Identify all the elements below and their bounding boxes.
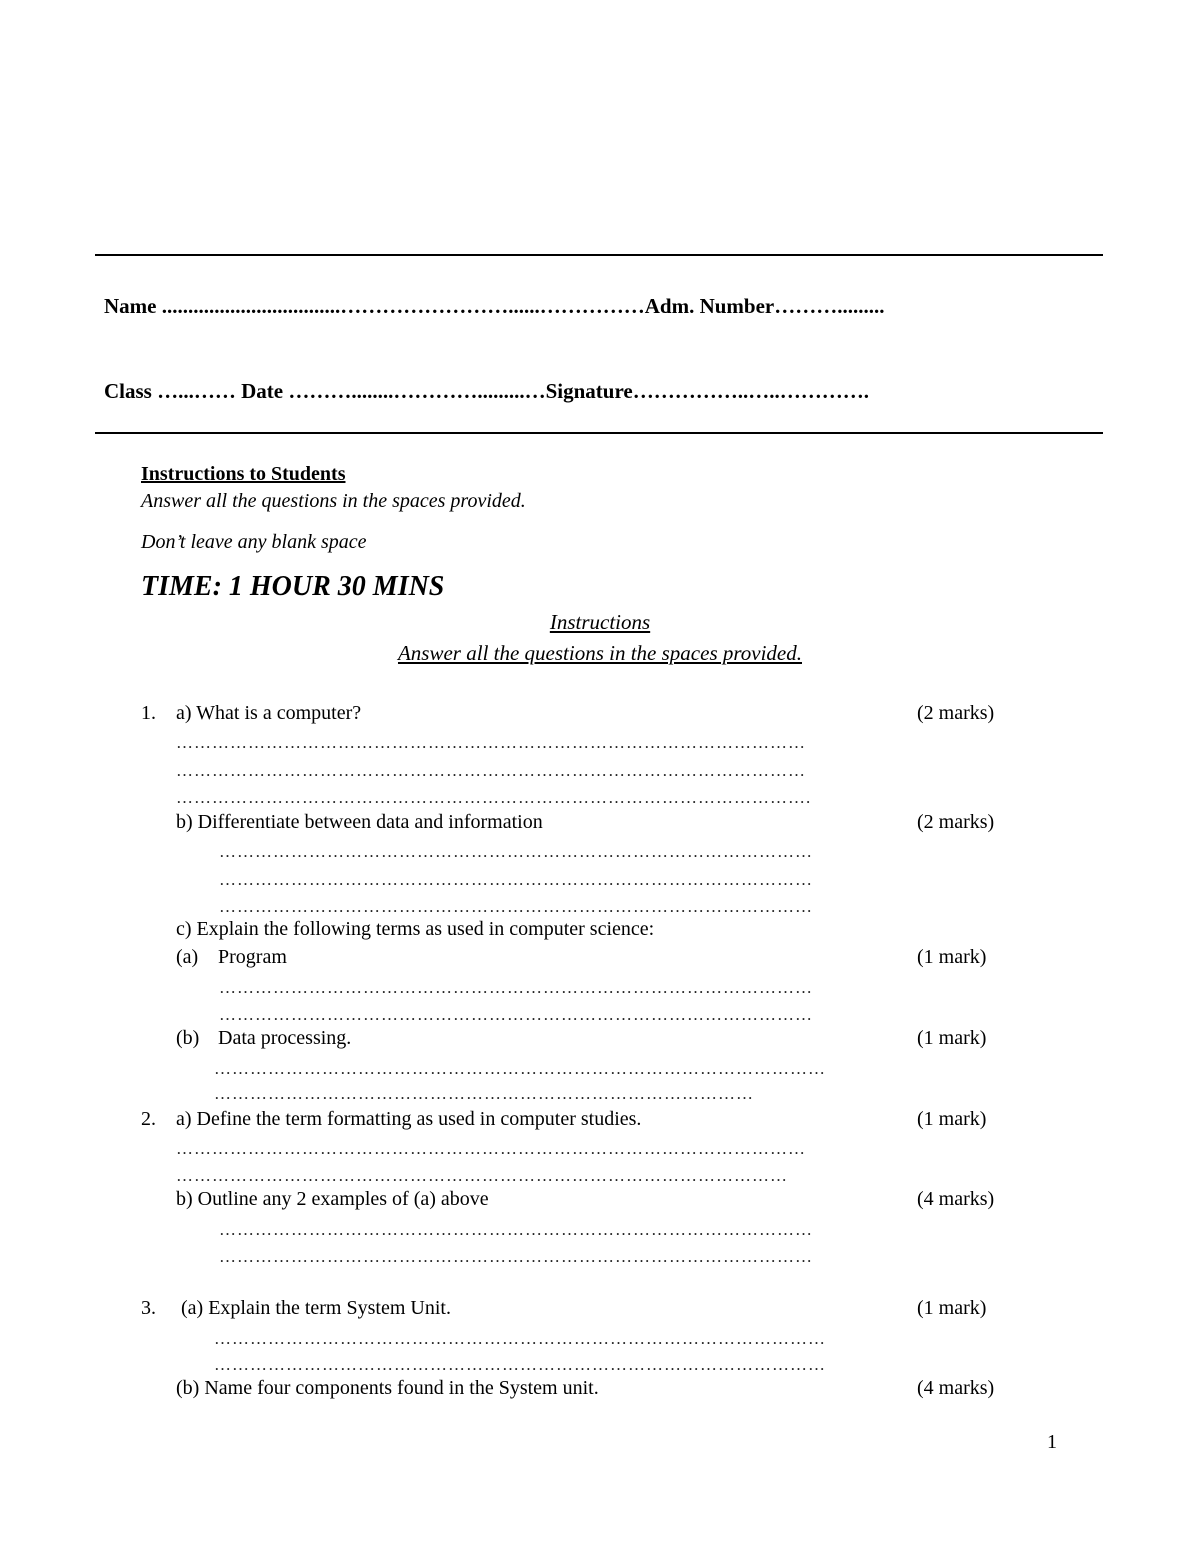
marks-1c-a: (1 mark) <box>917 946 987 968</box>
question-1c: c) Explain the following terms as used in computer science: <box>176 918 655 940</box>
answer-line[interactable]: ……………………………………………………………………………………… <box>219 978 813 997</box>
sub-label-a: (a) <box>176 946 199 968</box>
question-2b: b) Outline any 2 examples of (a) above <box>176 1188 489 1210</box>
center-instructions-subtext: Answer all the questions in the spaces provided. <box>397 641 802 665</box>
marks-1b: (2 marks) <box>917 811 995 833</box>
exam-time: TIME: 1 HOUR 30 MINS <box>141 571 445 602</box>
class-date-signature-line: Class …...…… Date ………........………….........…Signature……………..…..…………. <box>104 379 869 403</box>
answer-line[interactable]: ……………………………………………………………………………………… <box>219 897 813 916</box>
answer-line[interactable]: ……………………………………………………………………………………… <box>219 1247 813 1266</box>
question-1a: a) What is a computer? <box>176 702 362 724</box>
instruction-1: Answer all the questions in the spaces provided. <box>141 490 526 512</box>
top-rule <box>95 254 1103 256</box>
question-1c-b: Data processing. <box>218 1027 352 1049</box>
question-2a: a) Define the term formatting as used in computer studies. <box>176 1108 642 1130</box>
answer-line[interactable]: ………………………………………………………………………………………… <box>214 1329 826 1348</box>
answer-line[interactable]: ………………………………………………………………………………………… <box>214 1355 826 1374</box>
marks-1c-b: (1 mark) <box>917 1027 987 1049</box>
question-number: 1. <box>141 702 156 724</box>
answer-line[interactable]: ………………………………………………………………………………………… <box>214 1059 826 1078</box>
marks-1a: (2 marks) <box>917 702 995 724</box>
answer-line[interactable]: ……………………………………………………………………………………… <box>219 1220 813 1239</box>
instructions-title: Instructions to Students <box>141 463 346 485</box>
answer-line[interactable]: ……………………………………………………………………………………… <box>219 1005 813 1024</box>
marks-3b: (4 marks) <box>917 1377 995 1399</box>
marks-3a: (1 mark) <box>917 1297 987 1319</box>
answer-line[interactable]: ……………………………………………………………………………… <box>214 1084 754 1103</box>
instruction-2: Don’t leave any blank space <box>141 531 367 553</box>
question-3b: (b) Name four components found in the System unit. <box>176 1377 599 1399</box>
answer-line[interactable]: …………………………………………………………………………………………… <box>176 761 806 780</box>
name-adm-line: Name ..................................……………………......……………Adm. Number………......... <box>104 294 885 318</box>
bottom-rule <box>95 432 1103 434</box>
answer-line[interactable]: ……………………………………………………………………………………………. <box>176 788 812 807</box>
answer-line[interactable]: ……………………………………………………………………………………… <box>219 870 813 889</box>
answer-line[interactable]: …………………………………………………………………………………………… <box>176 1139 806 1158</box>
answer-line[interactable]: …………………………………………………………………………………………… <box>176 733 806 752</box>
question-number: 3. <box>141 1297 156 1319</box>
question-3a: (a) Explain the term System Unit. <box>181 1297 451 1319</box>
question-1c-a: Program <box>218 946 287 968</box>
sub-label-b: (b) <box>176 1027 200 1049</box>
marks-2a: (1 mark) <box>917 1108 987 1130</box>
question-number: 2. <box>141 1108 156 1130</box>
marks-2b: (4 marks) <box>917 1188 995 1210</box>
center-instructions-title: Instructions <box>549 610 651 634</box>
page-number: 1 <box>1047 1431 1057 1453</box>
question-1b: b) Differentiate between data and information <box>176 811 543 833</box>
answer-line[interactable]: ……………………………………………………………………………………… <box>219 842 813 861</box>
answer-line[interactable]: ………………………………………………………………………………………… <box>176 1166 788 1185</box>
